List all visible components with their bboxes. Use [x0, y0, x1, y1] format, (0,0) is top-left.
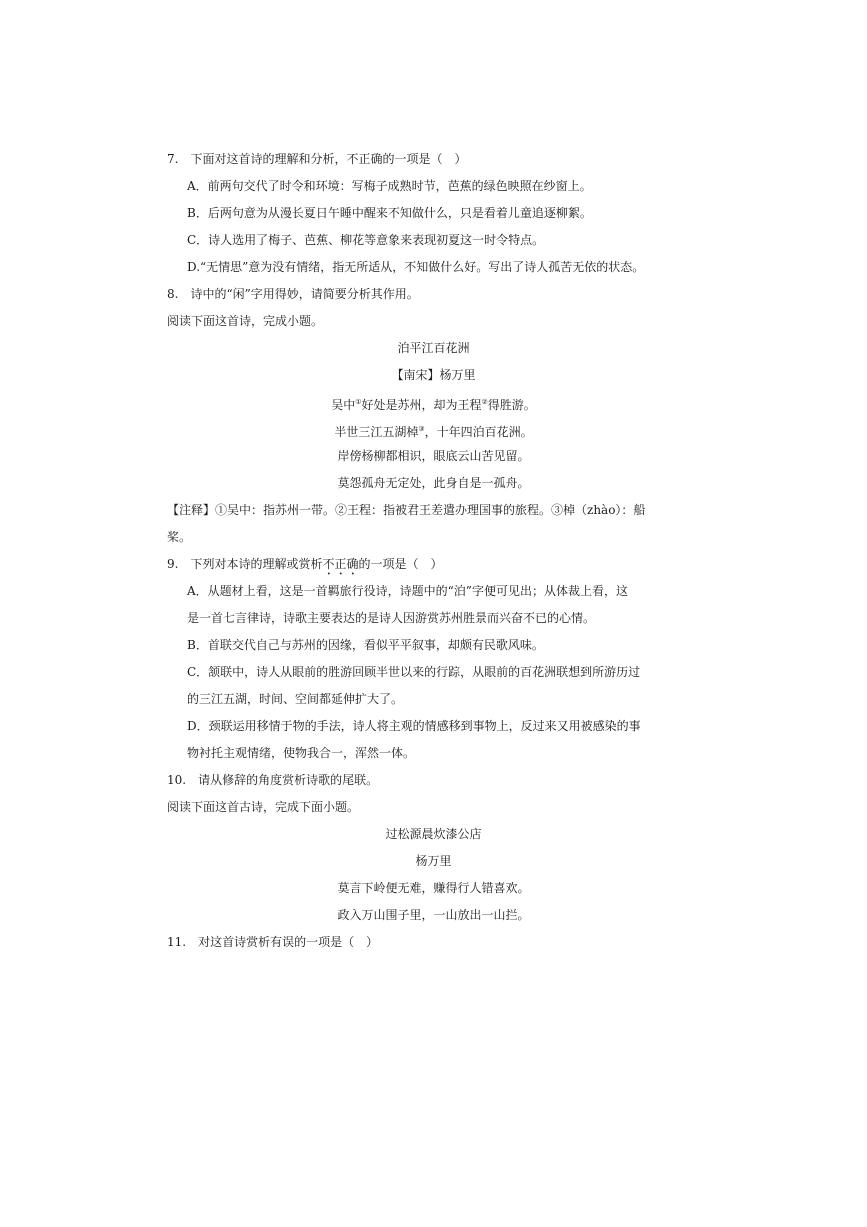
question-7-option-a: A．前两句交代了时令和环境：写梅子成熟时节，芭蕉的绿色映照在纱窗上。 — [187, 179, 592, 193]
poem-1-line-3: 岸傍杨柳都相识，眼底云山苦见留。 — [337, 449, 530, 463]
question-9-option-d-line-2: 物衬托主观情绪，使物我合一，浑然一体。 — [187, 746, 416, 760]
annotation-line-1: 【注释】①吴中：指苏州一带。②王程：指被君王差遣办理国事的旅程。③棹（zhào）：船 — [167, 503, 646, 517]
poem-1-author: 【南宋】杨万里 — [391, 368, 476, 382]
poem-1-title: 泊平江百花洲 — [397, 341, 470, 355]
reading-intro-1: 阅读下面这首诗，完成小题。 — [167, 314, 324, 328]
question-8-stem: 8. 诗中的“闲”字用得妙，请简要分析其作用。 — [167, 287, 419, 301]
poem-1-line-1 — [0, 394, 867, 413]
footnote-marker-3: ③ — [418, 425, 425, 433]
poem-2-line-2: 政入万山围子里，一山放出一山拦。 — [337, 908, 530, 922]
poem-1-line-1-part-b: 好处是苏州，却为王程 — [361, 398, 482, 412]
poem-1-line-2-part-a: 半世三江五湖棹 — [334, 425, 419, 439]
question-7-option-c: C．诗人选用了梅子、芭蕉、柳花等意象来表现初夏这一时令特点。 — [187, 233, 545, 247]
question-9-option-c-line-2: 的三江五湖，时间、空间都延伸扩大了。 — [187, 692, 404, 706]
question-9-option-d-line-1: D．颈联运用移情于物的手法，诗人将主观的情感移到事物上，反过来又用被感染的事 — [187, 719, 641, 733]
question-9-option-c-line-1: C．颔联中，诗人从眼前的胜游回顾半世以来的行踪，从眼前的百花洲联想到所游历过 — [187, 665, 641, 679]
question-9-stem-part-a: 9. 下列对本诗的理解或赏析 — [167, 557, 323, 571]
question-9-option-b: B．首联交代自己与苏州的因缘，看似平平叙事，却颇有民歌风味。 — [187, 638, 544, 652]
poem-1-line-2-part-b: ，十年四泊百花洲。 — [424, 425, 533, 439]
question-7-stem: 7. 下面对这首诗的理解和分析，不正确的一项是（ ） — [167, 152, 467, 166]
question-10-stem: 10. 请从修辞的角度赏析诗歌的尾联。 — [167, 773, 379, 787]
poem-1-line-1-part-c: 得胜游。 — [487, 398, 536, 412]
question-9-option-a-line-2: 是一首七言律诗，诗歌主要表达的是诗人因游赏苏州胜景而兴奋不已的心情。 — [187, 611, 596, 625]
question-9-stem-part-b: 的一项是（ ） — [358, 557, 443, 571]
poem-2-line-1: 莫言下岭便无难，赚得行人错喜欢。 — [337, 881, 530, 895]
poem-1-line-2 — [0, 421, 867, 440]
annotation-line-2: 桨。 — [167, 530, 192, 544]
question-7-option-d: D.“无情思”意为没有情绪，指无所适从，不知做什么好。写出了诗人孤苦无依的状态。 — [187, 260, 645, 274]
question-9-option-a-line-1: A．从题材上看，这是一首羁旅行役诗，诗题中的“泊”字便可见出；从体裁上看，这 — [187, 584, 628, 598]
question-7-option-b: B．后两句意为从漫长夏日午睡中醒来不知做什么，只是看着儿童追逐柳絮。 — [187, 206, 592, 220]
poem-2-author: 杨万里 — [415, 854, 452, 868]
question-9-emphasis: 不正确 — [322, 557, 359, 571]
footnote-marker-2: ② — [481, 398, 488, 406]
question-9-stem — [167, 556, 442, 578]
footnote-marker-1: ① — [355, 398, 362, 406]
poem-1-line-4: 莫怨孤舟无定处，此身自是一孤舟。 — [337, 476, 530, 490]
poem-2-title: 过松源晨炊漆公店 — [385, 827, 482, 841]
question-11-stem: 11. 对这首诗赏析有误的一项是（ ） — [167, 935, 379, 949]
reading-intro-2: 阅读下面这首古诗，完成下面小题。 — [167, 800, 360, 814]
poem-1-line-1-part-a: 吴中 — [331, 398, 356, 412]
